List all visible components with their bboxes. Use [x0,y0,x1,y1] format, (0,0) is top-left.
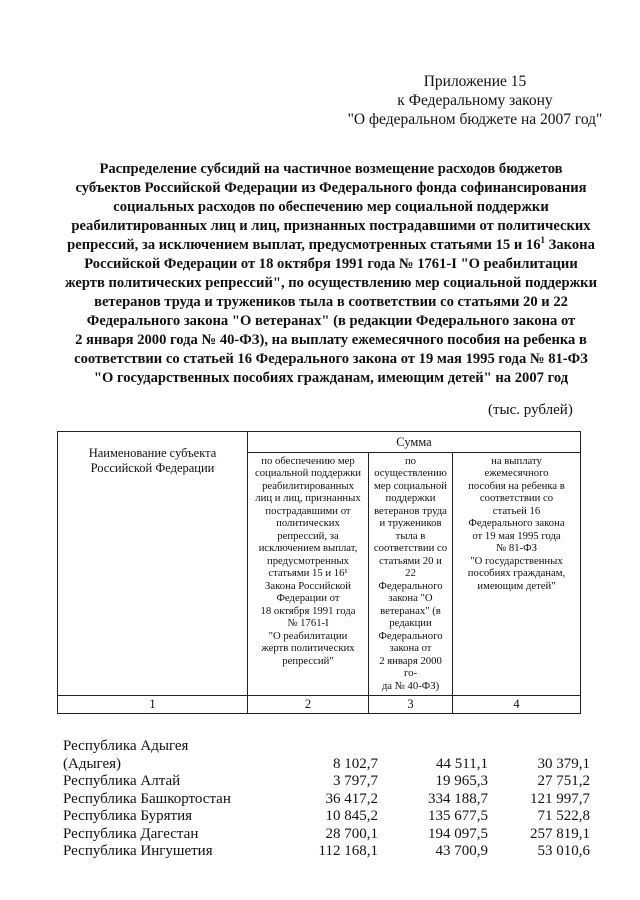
table-row [63,738,591,756]
document-heading [48,160,614,388]
heading-text: репрессий, за исключением выплат, предусмотренных статьями 15 и 16 [67,237,541,253]
header-line: пособиях гражданам, [467,567,566,579]
header-line: мер социальной [374,479,447,492]
heading-line: 2 января 2000 года № 40-ФЗ), на выплату ежемесячного пособия на ребенка в [75,332,587,348]
value-cell: 19 965,3 [435,773,488,789]
header-table [57,431,581,714]
appendix-law-title: "О федеральном бюджете на 2007 год" [347,111,603,128]
header-line: исключением выплат, [258,542,358,554]
value-cell: 334 188,7 [428,790,488,807]
header-line: закона от [389,642,432,654]
appendix-block [340,72,610,129]
header-line: имеющим детей" [477,579,556,592]
value-cell: 257 819,1 [530,825,590,842]
header-line: социальной поддержки [254,467,362,479]
heading-line: субъектов Российской Федерации из Федерального фонда софинансирования [75,180,587,196]
header-line: репрессий, за [277,529,339,542]
subject-header-line: Российской Федерации [90,461,215,475]
table-row [63,843,591,861]
header-line: пострадавшими от [265,504,351,517]
header-line: по [404,454,417,467]
header-line: ежемесячного [484,467,549,479]
subject-name: Республика Алтай [63,773,181,789]
header-line: 18 октября 1991 года [260,604,356,617]
col4-header [453,452,581,695]
units-label: (тыс. рублей) [488,402,573,418]
heading-line: ветеранов труда и тружеников тыла в соответствии со статьями 20 и 22 [94,294,568,310]
column-number: 4 [453,695,581,713]
header-line: ветеранов труда [374,504,447,517]
value-cell: 43 700,9 [435,843,488,859]
heading-line: "О государственных пособиях гражданам, имеющим детей" на 2007 год [93,370,569,386]
header-line: статьей 16 [492,504,541,517]
subject-name: Республика Башкортостан [63,790,231,807]
value-cell: 112 168,1 [318,843,378,859]
header-line: репрессий" [282,654,334,667]
appendix-number: Приложение 15 [423,73,527,90]
col3-header [369,452,453,695]
table-row [63,791,591,809]
header-line: статьями 15 и 16¹ [268,567,348,579]
value-cell: 3 797,7 [333,773,378,789]
table-row [63,756,591,774]
value-cell: 8 102,7 [333,755,378,772]
heading-line: Российской Федерации от 18 октября 1991 года № 1761-I "О реабилитации [84,256,578,272]
header-line: да № 40-ФЗ) [381,679,440,692]
header-line: тыла в [395,529,426,542]
table-row [63,773,591,791]
header-line: Федерального [378,629,443,642]
subject-header-line: Наименование субъекта [88,446,217,460]
header-line: соответствии со [373,542,448,554]
value-cell: 28 700,1 [325,825,378,842]
subject-name: Республика Ингушетия [63,843,213,859]
header-line: редакции [389,617,432,629]
heading-superscript: 1 [540,235,545,246]
header-line: соответствии со [479,492,554,504]
sum-header: Сумма [248,432,581,453]
table-row [63,808,591,826]
data-rows [63,738,591,861]
column-number: 1 [58,695,248,713]
subject-name: Республика Бурятия [63,808,193,824]
header-line: по обеспечению мер [261,454,355,467]
header-line: осуществлению [374,467,447,479]
header-line: предусмотренных [266,554,349,567]
heading-line: социальных расходов по обеспечению мер социальной поддержки [113,199,549,215]
header-line: на выплату [491,454,542,467]
header-line: № 1761-I [287,617,329,629]
header-line: реабилитированных [262,479,354,492]
subject-name: Республика Адыгея [63,738,189,754]
header-line: ветеранах" (в [380,604,441,617]
subject-name: (Адыгея) [63,755,122,772]
heading-line [48,236,614,255]
heading-text: Закона [545,237,595,253]
value-cell: 27 751,2 [537,773,590,789]
subject-name-header [58,432,248,696]
header-line: от 19 мая 1995 года [472,529,561,542]
heading-line: Распределение субсидий на частичное возмещение расходов бюджетов [99,161,563,177]
header-line: Федерального закона [468,517,565,529]
column-number: 3 [369,695,453,713]
header-line: и тружеников [379,517,442,529]
appendix-law-ref: к Федеральному закону [397,92,553,109]
heading-line: соответствии со статьей 16 Федерального закона от 19 мая 1995 года № 81-ФЗ [74,351,588,367]
header-line: Закона Российской [265,579,351,592]
value-cell [378,738,488,756]
header-line: "О реабилитации [268,629,348,642]
header-line: лиц и лиц, признанных [255,492,361,504]
subject-name: Республика Дагестан [63,825,199,842]
header-line: № 81-ФЗ [496,542,537,554]
table-row [63,826,591,844]
column-number: 2 [248,695,369,713]
value-cell: 135 677,5 [428,808,488,824]
header-line: "О государственных [470,554,563,567]
header-line: Федерального [378,579,443,592]
header-line: поддержки [385,492,436,504]
value-cell: 44 511,1 [436,755,488,772]
col2-header [248,452,369,695]
header-line: Федерации от [276,592,340,604]
value-cell: 121 997,7 [530,790,590,807]
value-cell: 36 417,2 [325,790,378,807]
value-cell [488,738,590,756]
header-line: жертв политических [261,642,355,654]
header-line: пособия на ребенка в [468,479,565,492]
value-cell: 71 522,8 [537,808,590,824]
header-line: закона "О [388,592,433,604]
value-cell: 194 097,5 [428,825,488,842]
heading-line: Федерального закона "О ветеранах" (в редакции Федерального закона от [86,313,576,329]
header-line: политических [276,517,340,529]
header-line: статьями 20 и 22 [379,554,442,579]
value-cell: 10 845,2 [325,808,378,824]
header-line: 2 января 2000 го- [379,654,442,679]
heading-line: реабилитированных лиц и лиц, признанных пострадавшими от политических [71,218,591,234]
heading-line: жертв политических репрессий", по осуществлению мер социальной поддержки [65,275,597,291]
value-cell [277,738,378,756]
value-cell: 53 010,6 [537,843,590,859]
value-cell: 30 379,1 [537,755,590,772]
